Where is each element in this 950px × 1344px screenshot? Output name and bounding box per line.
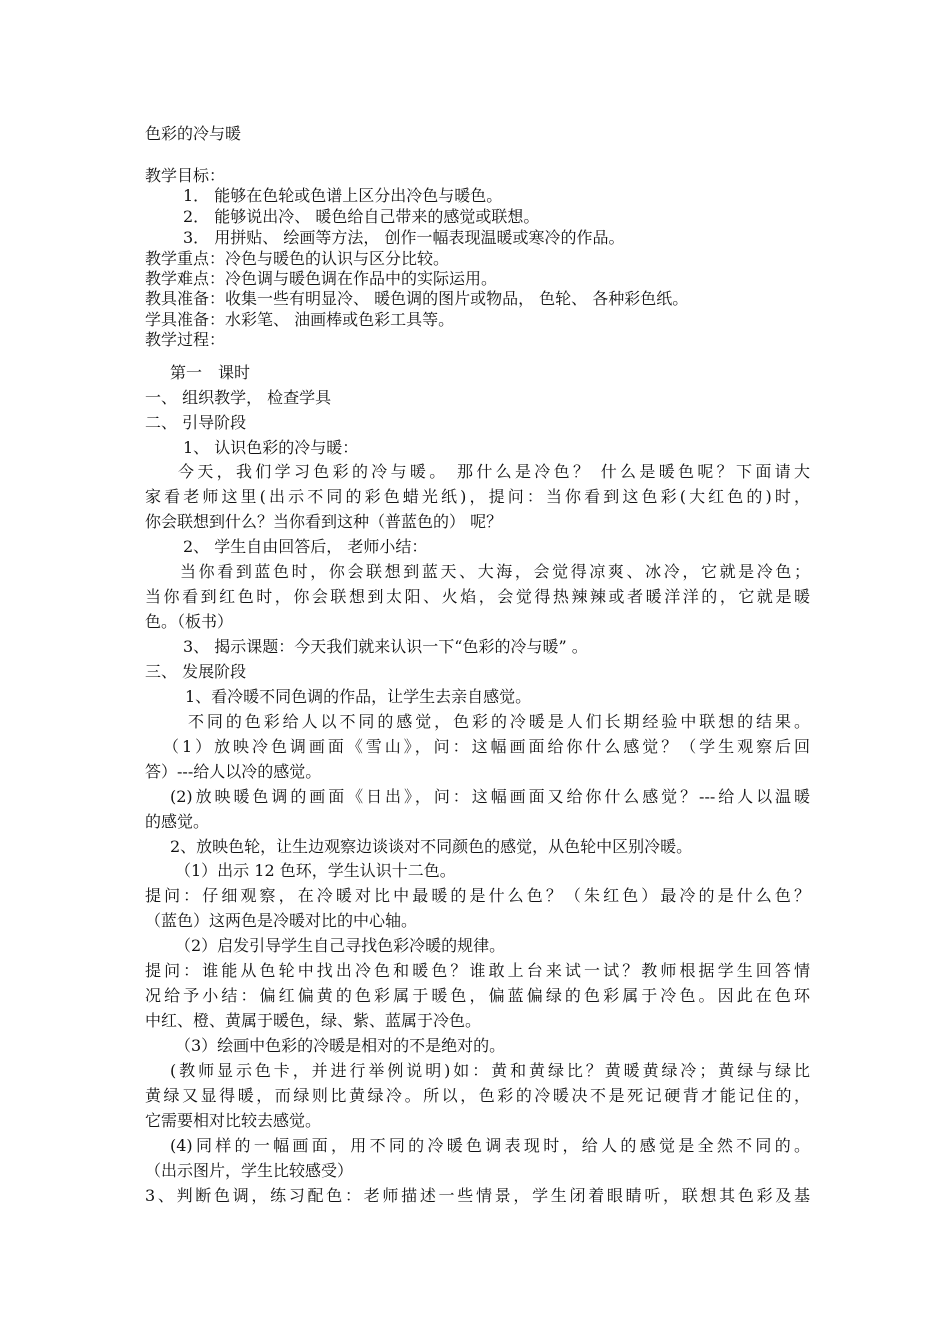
goal-item-2: 2． 能够说出冷、 暖色给自己带来的感觉或联想。 xyxy=(183,207,540,226)
subsection-2-3: 3、 揭示课题：今天我们就来认识一下“色彩的冷与暖” 。 xyxy=(183,637,588,656)
paragraph-line: 不同的色彩给人以不同的感觉，色彩的冷暖是人们长期经验中联想的结果。 xyxy=(188,712,810,731)
paragraph-line: 当你看到蓝色时，你会联想到蓝天、大海，会觉得凉爽、冰冷，它就是冷色； xyxy=(180,562,810,581)
paragraph-line: 中红、橙、黄属于暖色，绿、紫、蓝属于冷色。 xyxy=(145,1011,482,1030)
teaching-goals-heading: 教学目标： xyxy=(145,166,226,185)
difficult-point: 教学难点：冷色调与暖色调在作品中的实际运用。 xyxy=(145,269,498,288)
paragraph-line: （3）绘画中色彩的冷暖是相对的不是绝对的。 xyxy=(175,1036,506,1055)
paragraph-line: （出示图片，学生比较感受） xyxy=(145,1161,354,1180)
paragraph-line: (4)同样的一幅画面，用不同的冷暖色调表现时，给人的感觉是全然不同的。 xyxy=(170,1136,810,1155)
process-heading: 教学过程： xyxy=(145,330,226,349)
paragraph-line: 它需要相对比较去感觉。 xyxy=(145,1111,322,1130)
subsection-3-2: 2、放映色轮，让生边观察边谈谈对不同颜色的感觉，从色轮中区别冷暖。 xyxy=(170,837,693,856)
paragraph-line: 的感觉。 xyxy=(145,812,210,831)
paragraph-line: 色。（板书） xyxy=(145,612,234,631)
subsection-3-1: 1、看冷暖不同色调的作品，让学生去亲自感觉。 xyxy=(185,687,532,706)
student-aids: 学具准备：水彩笔、 油画棒或色彩工具等。 xyxy=(145,310,455,329)
teaching-aids: 教具准备：收集一些有明显冷、 暖色调的图片或物品， 色轮、 各种彩色纸。 xyxy=(145,289,689,308)
paragraph-line: (教师显示色卡，并进行举例说明)如：黄和黄绿比？黄暖黄绿冷；黄绿与绿比 xyxy=(170,1061,810,1080)
paragraph-line: （1）出示 12 色环，学生认识十二色。 xyxy=(175,861,456,880)
paragraph-line: （2）启发引导学生自己寻找色彩冷暖的规律。 xyxy=(175,936,506,955)
paragraph-line: （1）放映冷色调画面《雪山》，问：这幅画面给你什么感觉？（学生观察后回 xyxy=(163,737,810,756)
paragraph-line: 你会联想到什么？当你看到这种（普蓝色的） 呢？ xyxy=(145,512,503,531)
paragraph-line: 黄绿又显得暖，而绿则比黄绿冷。所以，色彩的冷暖决不是死记硬背才能记住的， xyxy=(145,1086,810,1105)
paragraph-line: 3、判断色调，练习配色：老师描述一些情景，学生闭着眼睛听，联想其色彩及基 xyxy=(145,1186,810,1205)
paragraph-line: 当你看到红色时，你会联想到太阳、火焰，会觉得热辣辣或者暖洋洋的，它就是暖 xyxy=(145,587,810,606)
goal-item-3: 3． 用拼贴、 绘画等方法， 创作一幅表现温暖或寒冷的作品。 xyxy=(183,228,625,247)
paragraph-line: (2)放映暖色调的画面《日出》，问：这幅画面又给你什么感觉？---给人以温暖 xyxy=(170,787,810,806)
paragraph-line: 家看老师这里(出示不同的彩色蜡光纸)，提问：当你看到这色彩(大红色的)时， xyxy=(145,487,810,506)
subsection-2-1: 1、 认识色彩的冷与暖： xyxy=(183,438,359,457)
paragraph-line: 提问：谁能从色轮中找出冷色和暖色？谁敢上台来试一试？教师根据学生回答情 xyxy=(145,961,810,980)
key-point: 教学重点：冷色与暖色的认识与区分比较。 xyxy=(145,249,450,268)
paragraph-line: 答）---给人以冷的感觉。 xyxy=(145,762,322,781)
paragraph-line: 今天，我们学习色彩的冷与暖。 那什么是冷色？ 什么是暖色呢？下面请大 xyxy=(178,462,810,481)
goal-item-1: 1． 能够在色轮或色谱上区分出冷色与暖色。 xyxy=(183,186,503,205)
lesson-heading: 第一 课时 xyxy=(170,363,251,382)
paragraph-line: （蓝色）这两色是冷暖对比的中心轴。 xyxy=(145,911,418,930)
section-3: 三、 发展阶段 xyxy=(145,662,247,681)
paragraph-line: 提问：仔细观察，在冷暖对比中最暖的是什么色？（朱红色）最冷的是什么色？ xyxy=(145,886,810,905)
doc-title: 色彩的冷与暖 xyxy=(145,124,242,143)
paragraph-line: 况给予小结：偏红偏黄的色彩属于暖色，偏蓝偏绿的色彩属于冷色。因此在色环 xyxy=(145,986,810,1005)
section-2: 二、 引导阶段 xyxy=(145,413,247,432)
subsection-2-2: 2、 学生自由回答后， 老师小结： xyxy=(183,537,428,556)
section-1: 一、 组织教学， 检查学具 xyxy=(145,388,332,407)
